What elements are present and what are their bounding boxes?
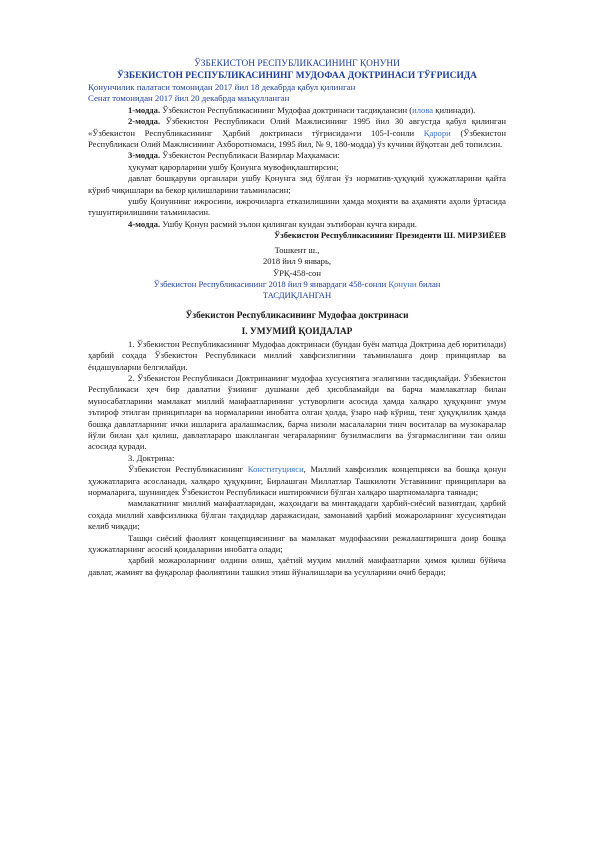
- annex-note-text-end: билан: [416, 278, 441, 289]
- law-number: ЎРҚ-458-сон: [273, 267, 321, 278]
- annex-link[interactable]: илова: [412, 104, 434, 115]
- adoption-line: Қонунчилик палатаси томонидан 2017 йил 18 декабрда қабул қилинган: [88, 82, 356, 92]
- place-line: Тошкент ш.,: [274, 244, 320, 255]
- article-1-text-end: қилинади).: [433, 104, 476, 115]
- paragraph-2: 2. Ўзбекистон Республикаси Доктринанинг мудофаа хусусиятига эгалигини тасдиқлайди. Ўзбекистон Республикаси ҳеч бир давлатни ўзининг душмани деб ҳисобламайди ва барча мамлакатлар билан муносабатларини мамлакат миллий манфаатларининг устуворлиги асосида ҳамда халқаро ҳуқуқнинг умум эътироф этилган принциплари ва нормаларини инобатга олган ҳолда, ўзаро наф кўриш, тенг ҳуқуқлилик ҳамда бошқа давлатларнинг ички ишларига аралашмаслик, барча низоли масалаларни тинч воситалар ва музокаралар йўли билан ҳал қилиш, давлатлараро шаклланган чегараларнинг бузилмаслиги ва ўзгармаслигини тан олиш асосида қуради.: [88, 372, 506, 452]
- paragraph-1: 1. Ўзбекистон Республикасининг Мудофаа доктринаси (бундан буён матнда Доктрина деб юритилади) ҳарбий соҳада Ўзбекистон Республикаси миллий хавфсизлигини таъминлашга доир принциплар ва ёндашувларни белгилайди.: [88, 338, 506, 372]
- president-signature: Ўзбекистон Республикасининг Президенти Ш. МИРЗИЁЕВ: [273, 230, 506, 241]
- article-3-item: ҳукумат қарорларини ушбу Қонунга мувофиқлаштирсин;: [128, 161, 339, 172]
- constitution-link[interactable]: Конституцияси: [247, 464, 304, 475]
- doctrine-title: Ўзбекистон Республикасининг Мудофаа доктринаси: [185, 310, 409, 321]
- item-text-end: , Миллий хавфсизлик концепцияси ва бошқа қонун ҳужжатларига асосланади, халқаро ҳуқуқнинг, Бирлашган Миллатлар Ташкилоти Уставининг принциплари ва нормаларига, шунингдек Ўзбекистон Республикаси иштирокчиси бўлган халқаро шартномаларга таянади;: [88, 464, 506, 497]
- article-3-item: ушбу Қонуннинг ижросини, ижрочиларга етказилишини ҳамда моҳияти ва аҳамияти аҳоли ўртасида тушунтирилишини таъминласин.: [88, 196, 506, 218]
- article-1: [88, 105, 506, 116]
- paragraph-3-item: Ташқи сиёсий фаолият концепциясининг ва мамлакат мудофаасини режалаштиришга доир бошқа ҳужжатларнинг асосий қоидаларини инобатга олади;: [88, 532, 506, 555]
- paragraph-3-item: ҳарбий можароларнинг олдини олиш, ҳаётий муҳим миллий манфаатларни ҳимоя қилиш бўйича давлат, жамият ва фуқаролар фаолиятини ташкил этиш йўналишлари ва усулларини очиб беради;: [88, 555, 506, 577]
- annex-approval-note: [88, 279, 506, 290]
- law-link[interactable]: Қонуни: [388, 278, 417, 289]
- article-2-label: 2-модда.: [128, 116, 161, 127]
- document-page: [88, 58, 506, 578]
- article-3: [88, 150, 506, 161]
- article-3-text: Ўзбекистон Республикаси Вазирлар Маҳкамаси:: [160, 150, 340, 161]
- section-heading: I. УМУМИЙ ҚОИДАЛАР: [241, 326, 353, 337]
- law-subject-title: ЎЗБЕКИСТОН РЕСПУБЛИКАСИНИНГ МУДОФАА ДОКТРИНАСИ ТЎҒРИСИДА: [117, 71, 477, 81]
- annex-note-text: Ўзбекистон Республикасининг 2018 йил 9 январдаги 458-сонли: [153, 278, 389, 289]
- article-1-label: 1-модда.: [128, 104, 161, 115]
- article-2-text: Ўзбекистон Республикаси Олий Мажлисининг 1995 йил 30 августда қабул қилинган «Ўзбекистон Республикасининг Ҳарбий доктринаси тўғрисида»ги 105-I-сонли: [88, 116, 506, 138]
- article-1-text: Ўзбекистон Республикасининг Мудофаа доктринаси тасдиқлансин (: [160, 104, 413, 115]
- article-4: [88, 219, 506, 230]
- approval-line: Сенат томонидан 2017 йил 20 декабрда маъқулланган: [88, 93, 290, 104]
- paragraph-3: 3. Доктрина:: [128, 452, 175, 463]
- date-line: 2018 йил 9 январь,: [262, 256, 332, 267]
- law-title: ЎЗБЕКИСТОН РЕСПУБЛИКАСИНИНГ ҚОНУНИ: [194, 59, 400, 69]
- approved-stamp: ТАСДИҚЛАНГАН: [262, 290, 332, 301]
- paragraph-3-item: [88, 464, 506, 498]
- article-3-item: давлат бошқаруви органлари ушбу Қонунга зид бўлган ўз норматив-ҳуқуқий ҳужжатларини қайта кўриб чиқишлари ва бекор қилишларини таъминласин;: [88, 173, 506, 195]
- article-2: [88, 116, 506, 150]
- item-text: Ўзбекистон Республикасининг: [128, 464, 248, 475]
- article-3-label: 3-модда.: [128, 150, 161, 161]
- article-2-text-end: (Ўзбекистон Республикаси Олий Мажлисининг Ахборотномаси, 1995 йил, № 9, 180-модда) ўз кучини йўқотган деб топилсин.: [88, 127, 506, 150]
- article-4-text: Ушбу Қонун расмий эълон қилинган кундан эътиборан кучга киради.: [160, 218, 417, 229]
- paragraph-3-item: мамлакатнинг миллий манфаатларидан, жаҳондаги ва минтақадаги ҳарбий-сиёсий вазиятдан, ҳарбий соҳада миллий хавфсизликка бўлган таҳдидлар даражасидан, замонавий ҳарбий можароларнинг хусусиятидан келиб чиқади;: [88, 498, 506, 532]
- resolution-link[interactable]: Қарори: [423, 127, 451, 138]
- article-4-label: 4-модда.: [128, 218, 161, 229]
